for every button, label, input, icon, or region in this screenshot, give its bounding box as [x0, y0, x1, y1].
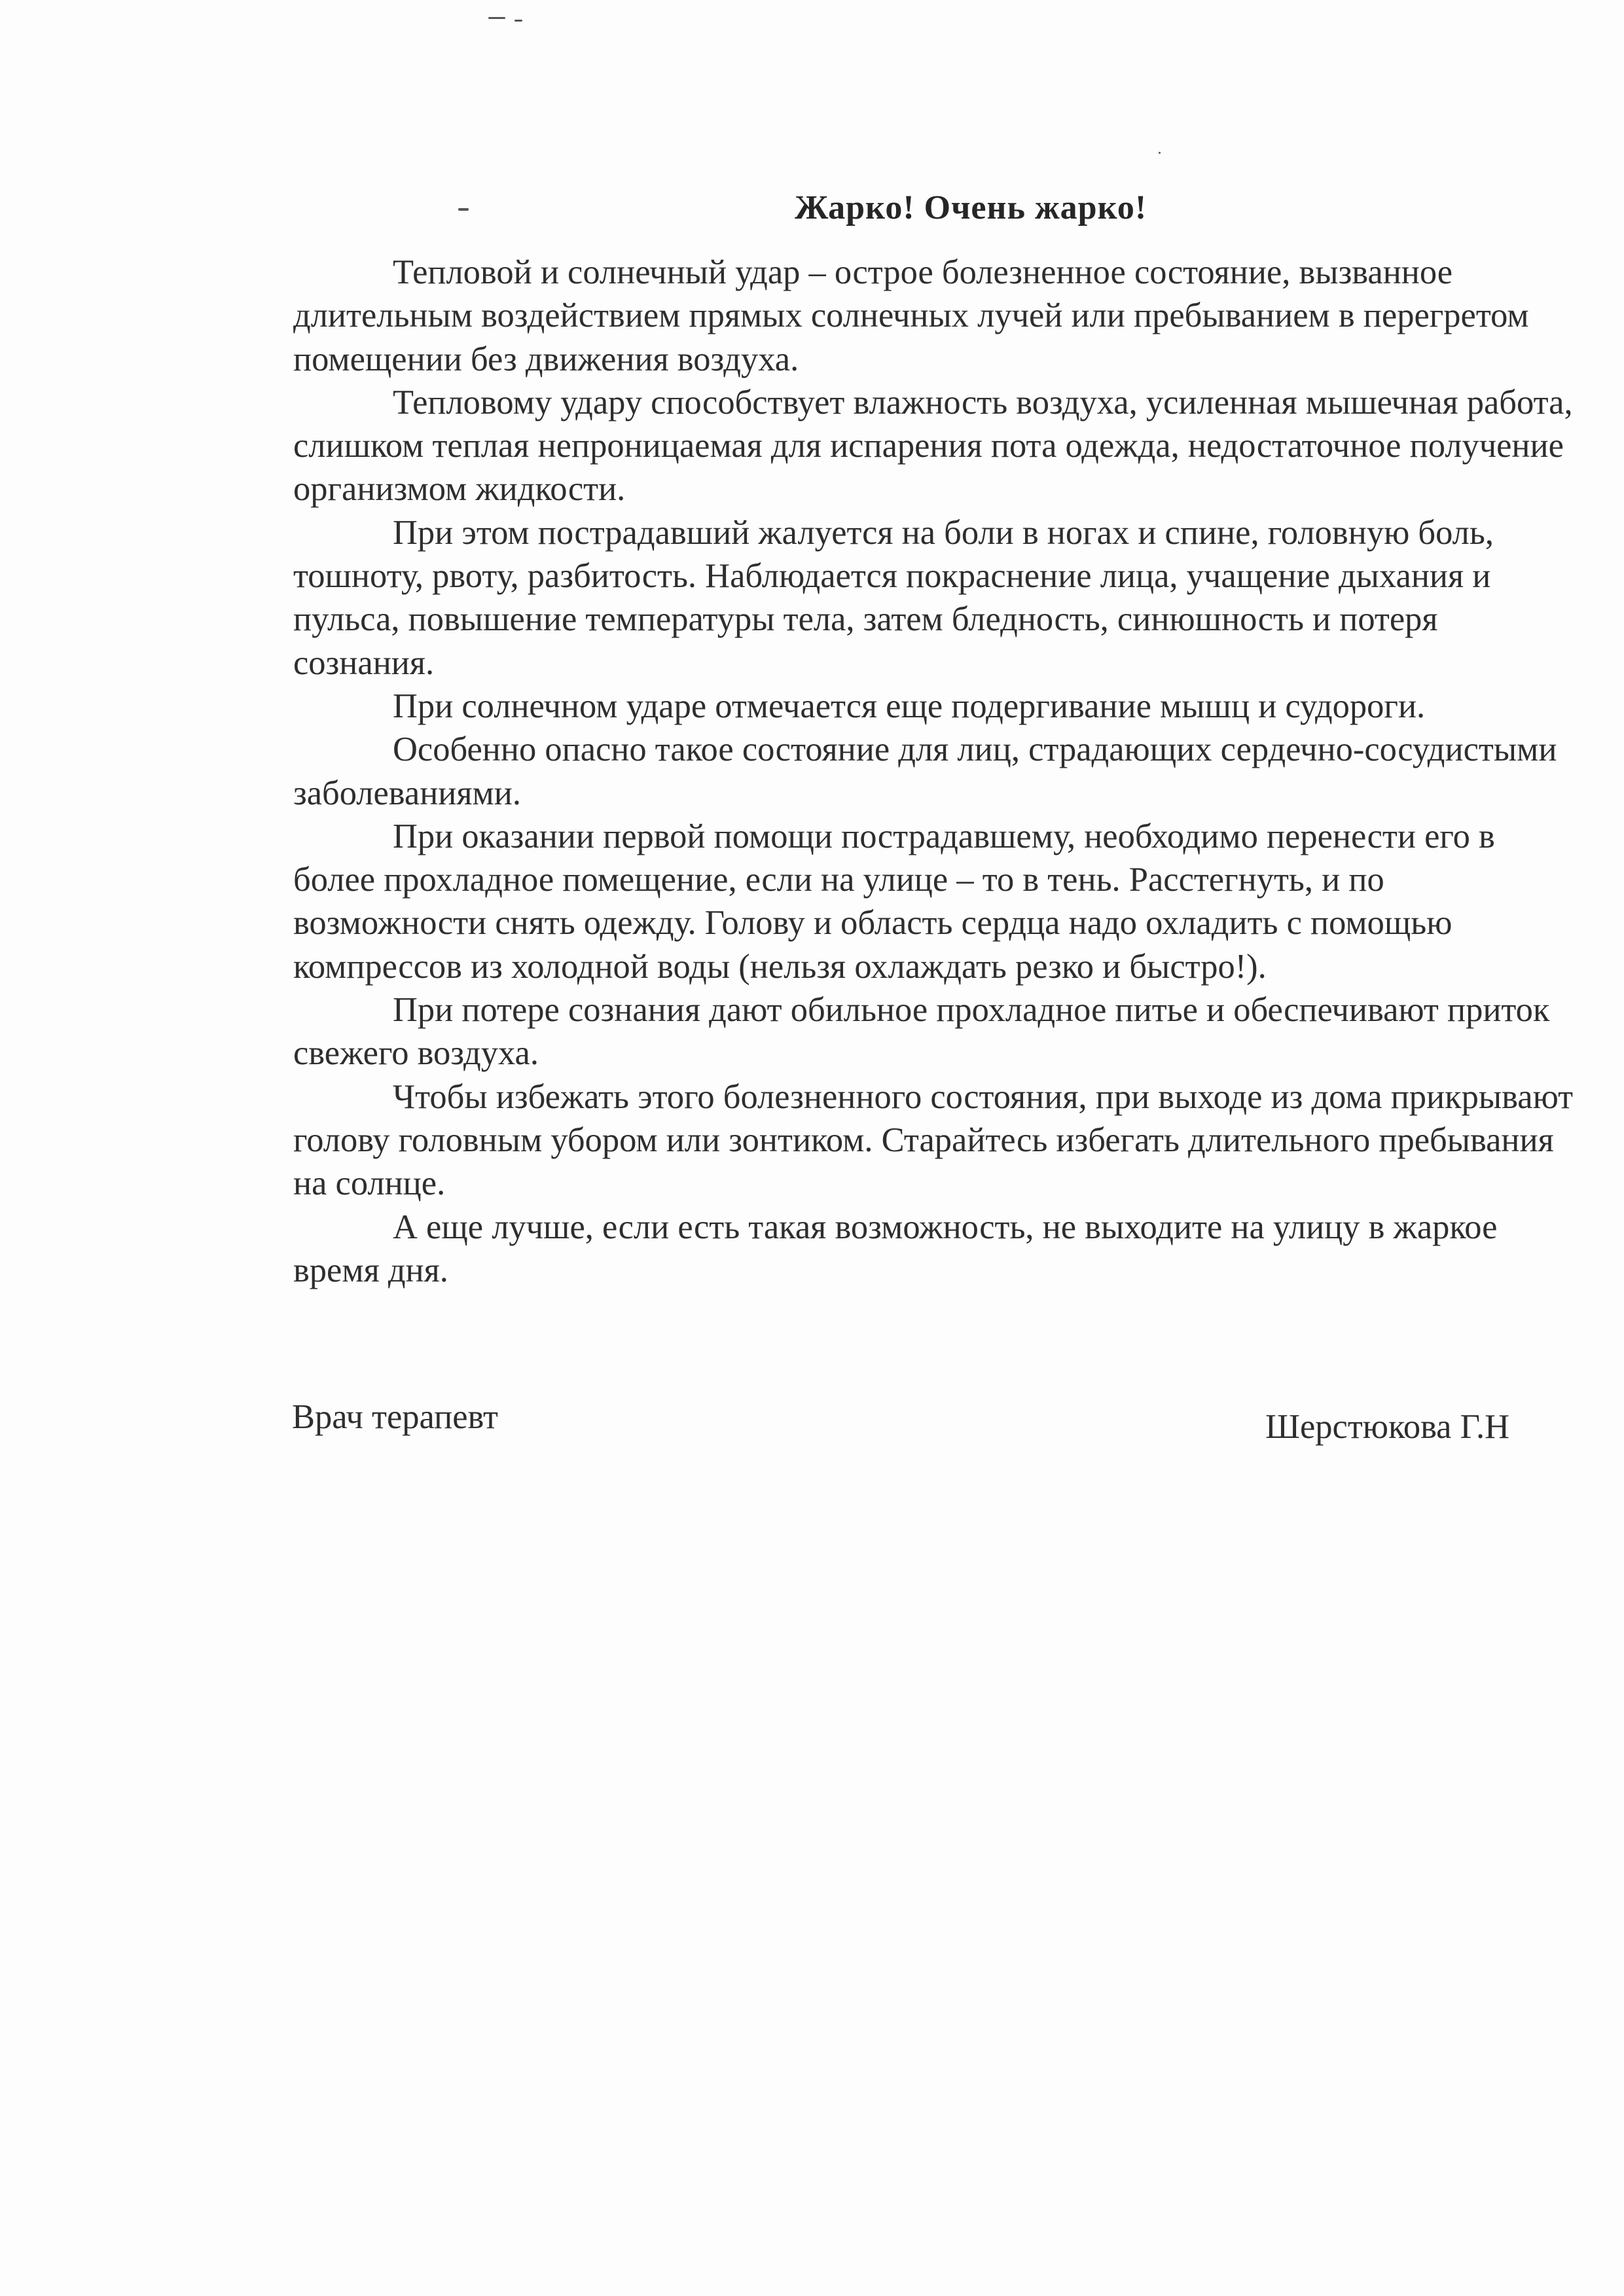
- paragraph: Особенно опасно такое состояние для лиц, страдающих сердечно-сосудистыми заболеваниями.: [293, 730, 1557, 812]
- paragraph: А еще лучше, если есть такая возможность, не выходите на улицу в жаркое время дня.: [293, 1208, 1498, 1289]
- signature-role: Врач терапевт: [292, 1398, 498, 1436]
- paragraph: При оказании первой помощи пострадавшему, необходимо перенести его в более прохладное помещение, если на улице – то в тень. Расстегнуть, и по возможности снять одежду. Голову и область сердца надо охладить с помощью компрессов из холодной воды (нельзя охлаждать резко и быстро!).: [293, 817, 1495, 986]
- scan-speck: [1159, 152, 1161, 154]
- paragraph: Чтобы избежать этого болезненного состояния, при выходе из дома прикрывают голову головным убором или зонтиком. Старайтесь избегать длительного пребывания на солнце.: [293, 1077, 1574, 1203]
- paragraph: Тепловому удару способствует влажность воздуха, усиленная мышечная работа, слишком теплая непроницаемая для испарения пота одежда, недостаточное получение организмом жидкости.: [293, 383, 1573, 509]
- scan-speck: [488, 17, 505, 19]
- paragraph: Тепловой и солнечный удар – острое болезненное состояние, вызванное длительным воздействием прямых солнечных лучей или пребыванием в перегретом помещении без движения воздуха.: [293, 253, 1529, 378]
- scan-speck: [514, 20, 522, 22]
- document-body: [293, 251, 1576, 1292]
- paragraph: При этом пострадавший жалуется на боли в ногах и спине, головную боль, тошноту, рвоту, разбитость. Наблюдается покраснение лица, учащение дыхания и пульса, повышение температуры тела, затем бледность, синюшность и потеря сознания.: [293, 513, 1494, 682]
- paragraph: При солнечном ударе отмечается еще подергивание мышц и судороги.: [393, 687, 1426, 725]
- paragraph: При потере сознания дают обильное прохладное питье и обеспечивают приток свежего воздуха.: [293, 991, 1550, 1073]
- scan-speck: [458, 208, 469, 211]
- document-title: Жарко! Очень жарко!: [795, 189, 1147, 226]
- signature-name: Шерстюкова Г.Н: [1265, 1408, 1510, 1446]
